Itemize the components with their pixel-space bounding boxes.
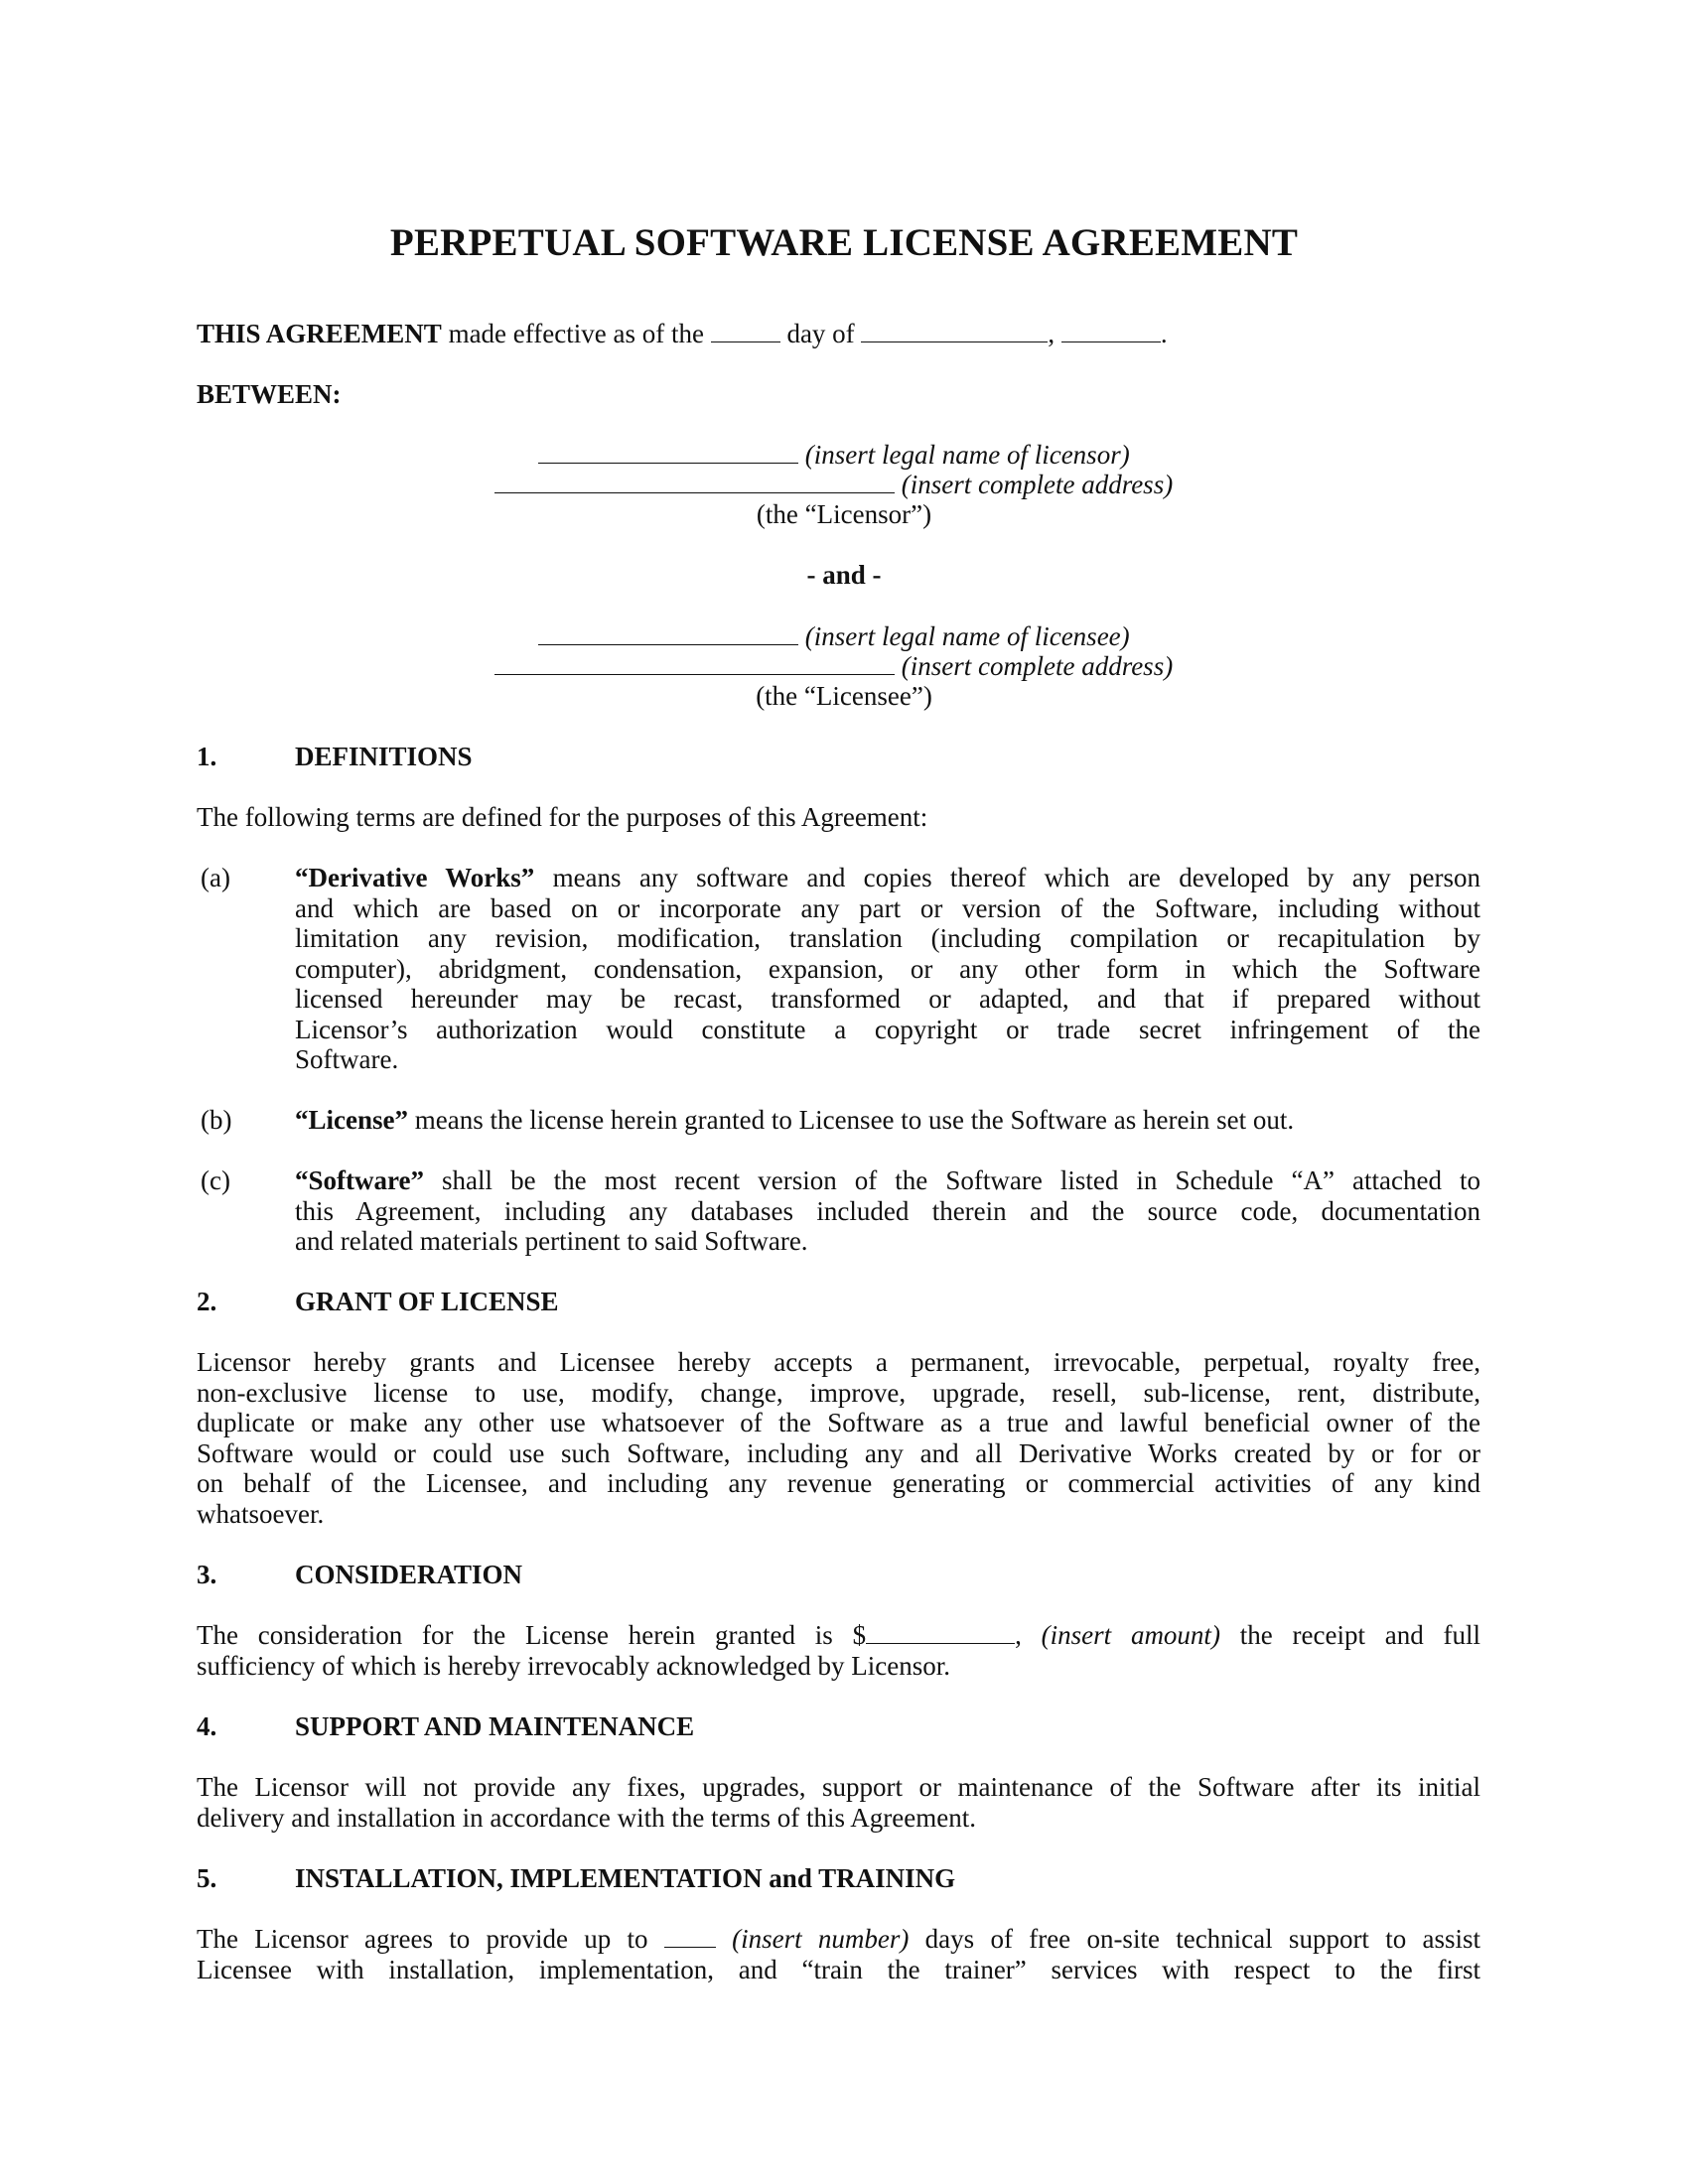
- definition-license: “License” means the license herein granted to Licensee to use the Software as herein set out.: [295, 1105, 1295, 1135]
- definitions-intro: The following terms are defined for the purposes of this Agreement:: [197, 802, 928, 832]
- licensor-role: (the “Licensor”): [756, 499, 932, 529]
- definition-label: (a): [201, 863, 230, 892]
- days-blank[interactable]: [664, 1925, 716, 1948]
- section-heading-consideration: CONSIDERATION: [295, 1560, 523, 1589]
- intro-lead: THIS AGREEMENT: [197, 319, 442, 348]
- definition-derivative-works: “Derivative Works” means any software and copies thereof which are developed by any person and which are based on or incorporate any part or version of the Software, including without limitation any revision, modification, translation (including compilation or recapitulation by computer), abridgment, condensation, expansion, or any other form in which the Software licensed hereunder may be recast, transformed or adapted, and that if prepared without Licensor’s authorization would constitute a copyright or trade secret infringement of the Software.: [295, 863, 1480, 1074]
- definition-label: (b): [201, 1105, 232, 1135]
- consideration-paragraph: The consideration for the License herein granted is $ , (insert amount) the receipt and full sufficiency of which is hereby irrevocably acknowledged by Licensor.: [197, 1620, 1481, 1681]
- licensee-role: (the “Licensee”): [756, 681, 932, 711]
- licensor-name-line: (insert legal name of licensor): [538, 440, 1130, 470]
- intro-line: THIS AGREEMENT made effective as of the day of , .: [197, 319, 1168, 348]
- and-separator: - and -: [806, 560, 882, 590]
- licensee-address-blank[interactable]: [494, 652, 895, 675]
- between-label: BETWEEN:: [197, 379, 342, 409]
- support-paragraph: The Licensor will not provide any fixes, upgrades, support or maintenance of the Software after its initial delivery and installation in accordance with the terms of this Agreement.: [197, 1772, 1480, 1833]
- grant-paragraph: Licensor hereby grants and Licensee hereby accepts a permanent, irrevocable, perpetual, royalty free, non-exclusive license to use, modify, change, improve, upgrade, resell, sub-license, rent, distribute, duplicate or make any other use whatsoever of the Software as a true and lawful beneficial owner of the Software would or could use such Software, including any and all Derivative Works created by or for or on behalf of the Licensee, and including any revenue generating or commercial activities of any kind whatsoever.: [197, 1347, 1480, 1529]
- licensor-address-line: (insert complete address): [494, 470, 1173, 499]
- licensee-name-line: (insert legal name of licensee): [538, 621, 1130, 651]
- section-heading-grant: GRANT OF LICENSE: [295, 1287, 559, 1316]
- definition-label: (c): [201, 1165, 230, 1195]
- month-blank[interactable]: [861, 320, 1048, 342]
- amount-blank[interactable]: [866, 1621, 1015, 1644]
- licensee-address-line: (insert complete address): [494, 651, 1173, 681]
- section-number: 4.: [197, 1711, 217, 1741]
- document-title: PERPETUAL SOFTWARE LICENSE AGREEMENT: [389, 221, 1299, 264]
- section-number: 3.: [197, 1560, 217, 1589]
- licensor-address-blank[interactable]: [494, 471, 895, 493]
- section-number: 5.: [197, 1863, 217, 1893]
- year-blank[interactable]: [1061, 320, 1161, 342]
- definition-software: “Software” shall be the most recent version of the Software listed in Schedule “A” attached to this Agreement, including any databases included therein and the source code, documentation and related materials pertinent to said Software.: [295, 1165, 1480, 1256]
- licensee-name-blank[interactable]: [538, 622, 798, 645]
- section-heading-installation: INSTALLATION, IMPLEMENTATION and TRAINING: [295, 1863, 956, 1893]
- installation-paragraph: The Licensor agrees to provide up to (insert number) days of free on-site technical support to assist Licensee with installation, implementation, and “train the trainer” services with respect to the first: [197, 1924, 1481, 1984]
- section-heading-definitions: DEFINITIONS: [295, 742, 473, 771]
- section-heading-support: SUPPORT AND MAINTENANCE: [295, 1711, 695, 1741]
- section-number: 1.: [197, 742, 217, 771]
- licensor-name-blank[interactable]: [538, 441, 798, 464]
- section-number: 2.: [197, 1287, 217, 1316]
- day-blank[interactable]: [711, 320, 780, 342]
